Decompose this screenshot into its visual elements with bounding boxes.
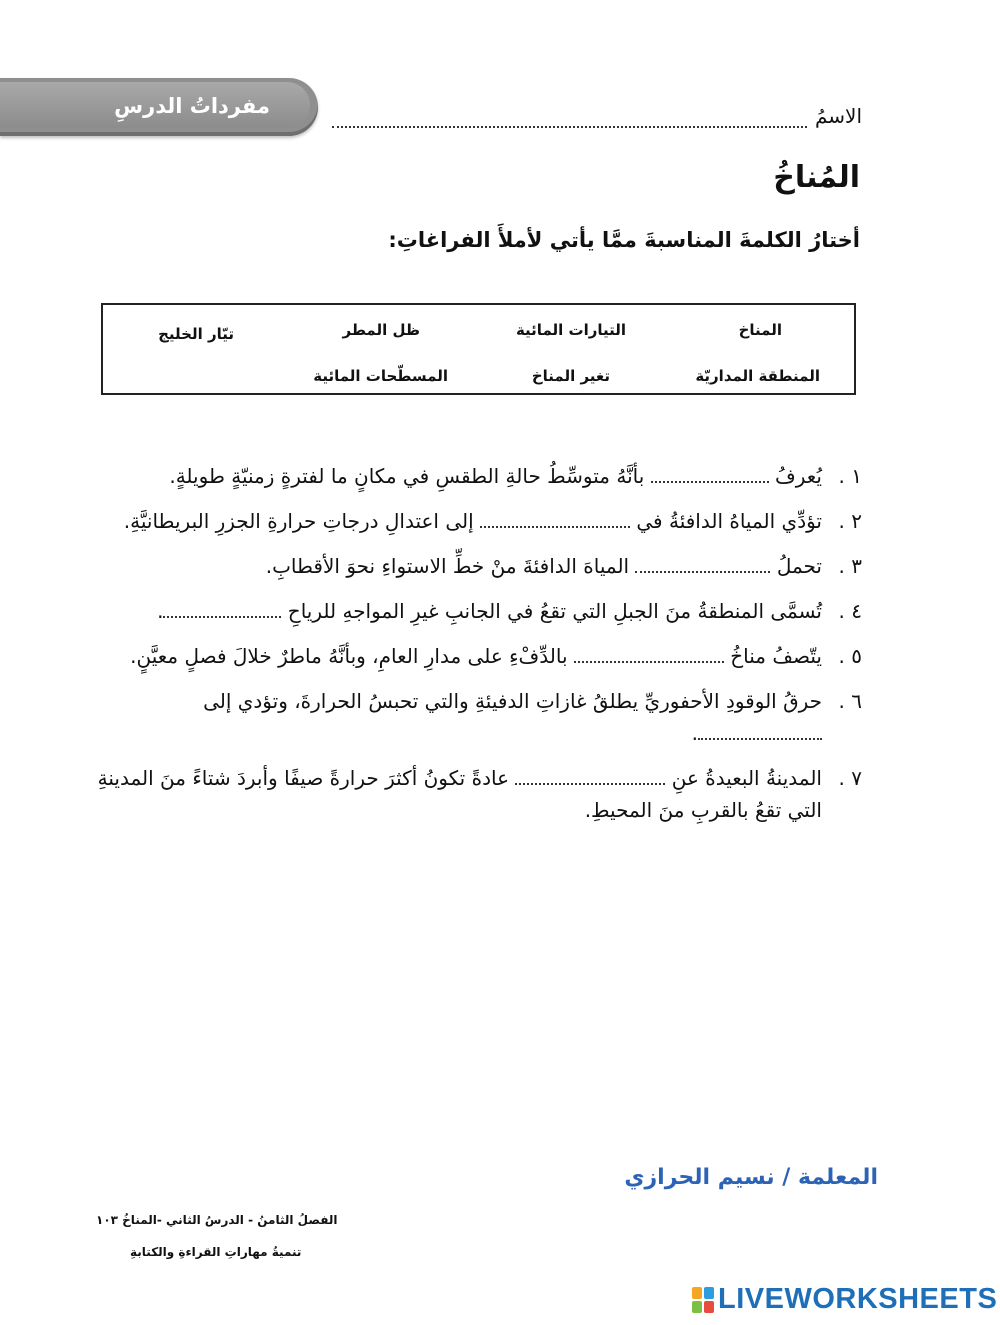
question-part2: إلى اعتدالِ درجاتِ حرارةِ الجزرِ البريطانيَّةِ. xyxy=(123,509,474,533)
answer-blank[interactable] xyxy=(163,602,281,618)
lesson-vocabulary-tab xyxy=(0,78,318,136)
answer-blank[interactable] xyxy=(698,724,822,740)
tab-inner xyxy=(0,82,310,128)
instruction: أختارُ الكلمةَ المناسبةَ ممَّا يأتي لأملأَ الفراغاتِ: xyxy=(388,228,860,252)
tab-title: مفرداتُ الدرسِ xyxy=(114,94,270,118)
question-number: ٣ . xyxy=(838,554,862,578)
answer-blank[interactable] xyxy=(515,769,665,785)
question-number: ٤ . xyxy=(838,599,862,623)
question-part2: عادةً تكونُ أكثرَ حرارةً صيفًا وأبردَ شتاءً منَ المدينةِ التي تقعُ بالقربِ منَ المحيطِ. xyxy=(97,766,822,822)
question-part1: تحملُ xyxy=(776,554,822,578)
question-text xyxy=(92,685,822,749)
question-part2: المياهَ الدافئةَ منْ خطِّ الاستواءِ نحوَ الأقطابِ. xyxy=(265,554,630,578)
word-bank-item[interactable]: المسطّحات المائية xyxy=(313,367,448,385)
book-title: تنميةُ مهاراتِ القراءةِ والكتابةِ xyxy=(130,1245,302,1259)
question-number: ٧ . xyxy=(838,766,862,790)
answer-blank[interactable] xyxy=(480,512,630,528)
question-part1: المدينةُ البعيدةُ عنِ xyxy=(671,766,822,790)
word-bank-item[interactable]: المنطقة المداريّة xyxy=(695,367,820,385)
question-item xyxy=(92,550,862,582)
question-number: ٥ . xyxy=(838,644,862,668)
answer-blank[interactable] xyxy=(574,647,724,663)
question-item xyxy=(92,595,862,627)
question-text xyxy=(92,460,822,492)
answer-blank[interactable] xyxy=(635,557,770,573)
word-bank-item[interactable]: التيارات المائية xyxy=(515,321,626,339)
teacher-name: المعلمة / نسيم الحرازي xyxy=(624,1165,878,1190)
question-number: ٢ . xyxy=(838,509,862,533)
question-part2: . xyxy=(691,721,698,745)
questions-list xyxy=(92,460,862,839)
word-bank-item[interactable]: ظل المطر xyxy=(342,321,420,339)
brand-name: LIVEWORKSHEETS xyxy=(718,1283,998,1315)
word-bank-item[interactable]: تيّار الخليج xyxy=(158,325,234,343)
question-text xyxy=(92,550,822,582)
question-number: ٦ . xyxy=(838,689,862,713)
question-part2: بأنَّهُ متوسِّطُ حالةِ الطقسِ في مكانٍ ما لفترةٍ زمنيّةٍ طويلةٍ. xyxy=(169,464,645,488)
answer-blank[interactable] xyxy=(651,467,769,483)
question-item xyxy=(92,460,862,492)
lesson-title: المُناخُ xyxy=(773,160,860,195)
question-part1: تؤدِّي المياهُ الدافئةُ في xyxy=(636,509,822,533)
question-item xyxy=(92,685,862,749)
question-number: ١ . xyxy=(838,464,862,488)
question-item xyxy=(92,505,862,537)
liveworksheets-brand[interactable] xyxy=(692,1283,997,1316)
question-part1: تُسمَّى المنطقةُ منَ الجبلِ التي تقعُ في الجانبِ غيرِ المواجهِ للرياحِ xyxy=(287,599,822,623)
question-item xyxy=(92,640,862,672)
name-label: الاسمُ xyxy=(814,104,862,128)
question-text xyxy=(92,762,822,826)
question-text xyxy=(92,505,822,537)
question-part2: . xyxy=(157,599,164,623)
question-part1: حرقُ الوقودِ الأحفوريِّ يطلقُ غازاتِ الدفيئةِ والتي تحبسُ الحرارةَ، وتؤدي إلى xyxy=(203,689,822,713)
word-bank-item[interactable]: تغير المناخ xyxy=(531,367,610,385)
question-part1: يتّصفُ مناخُ xyxy=(730,644,822,668)
question-part1: يُعرفُ xyxy=(775,464,822,488)
question-text xyxy=(92,595,822,627)
question-item xyxy=(92,762,862,826)
name-row xyxy=(332,104,862,128)
question-text xyxy=(92,640,822,672)
word-bank-item[interactable]: المناخ xyxy=(738,321,782,339)
question-part2: بالدِّفْءِ على مدارِ العامِ، وبأنَّهُ ماطرٌ خلالَ فصلٍ معيَّنٍ. xyxy=(130,644,568,668)
liveworksheets-logo-icon xyxy=(692,1287,714,1313)
chapter-line: الفصلُ الثامنُ - الدرسُ الثاني -المناخُ ١٠٣ xyxy=(96,1213,338,1227)
name-input-line[interactable] xyxy=(332,108,807,128)
word-bank-box xyxy=(101,303,856,395)
